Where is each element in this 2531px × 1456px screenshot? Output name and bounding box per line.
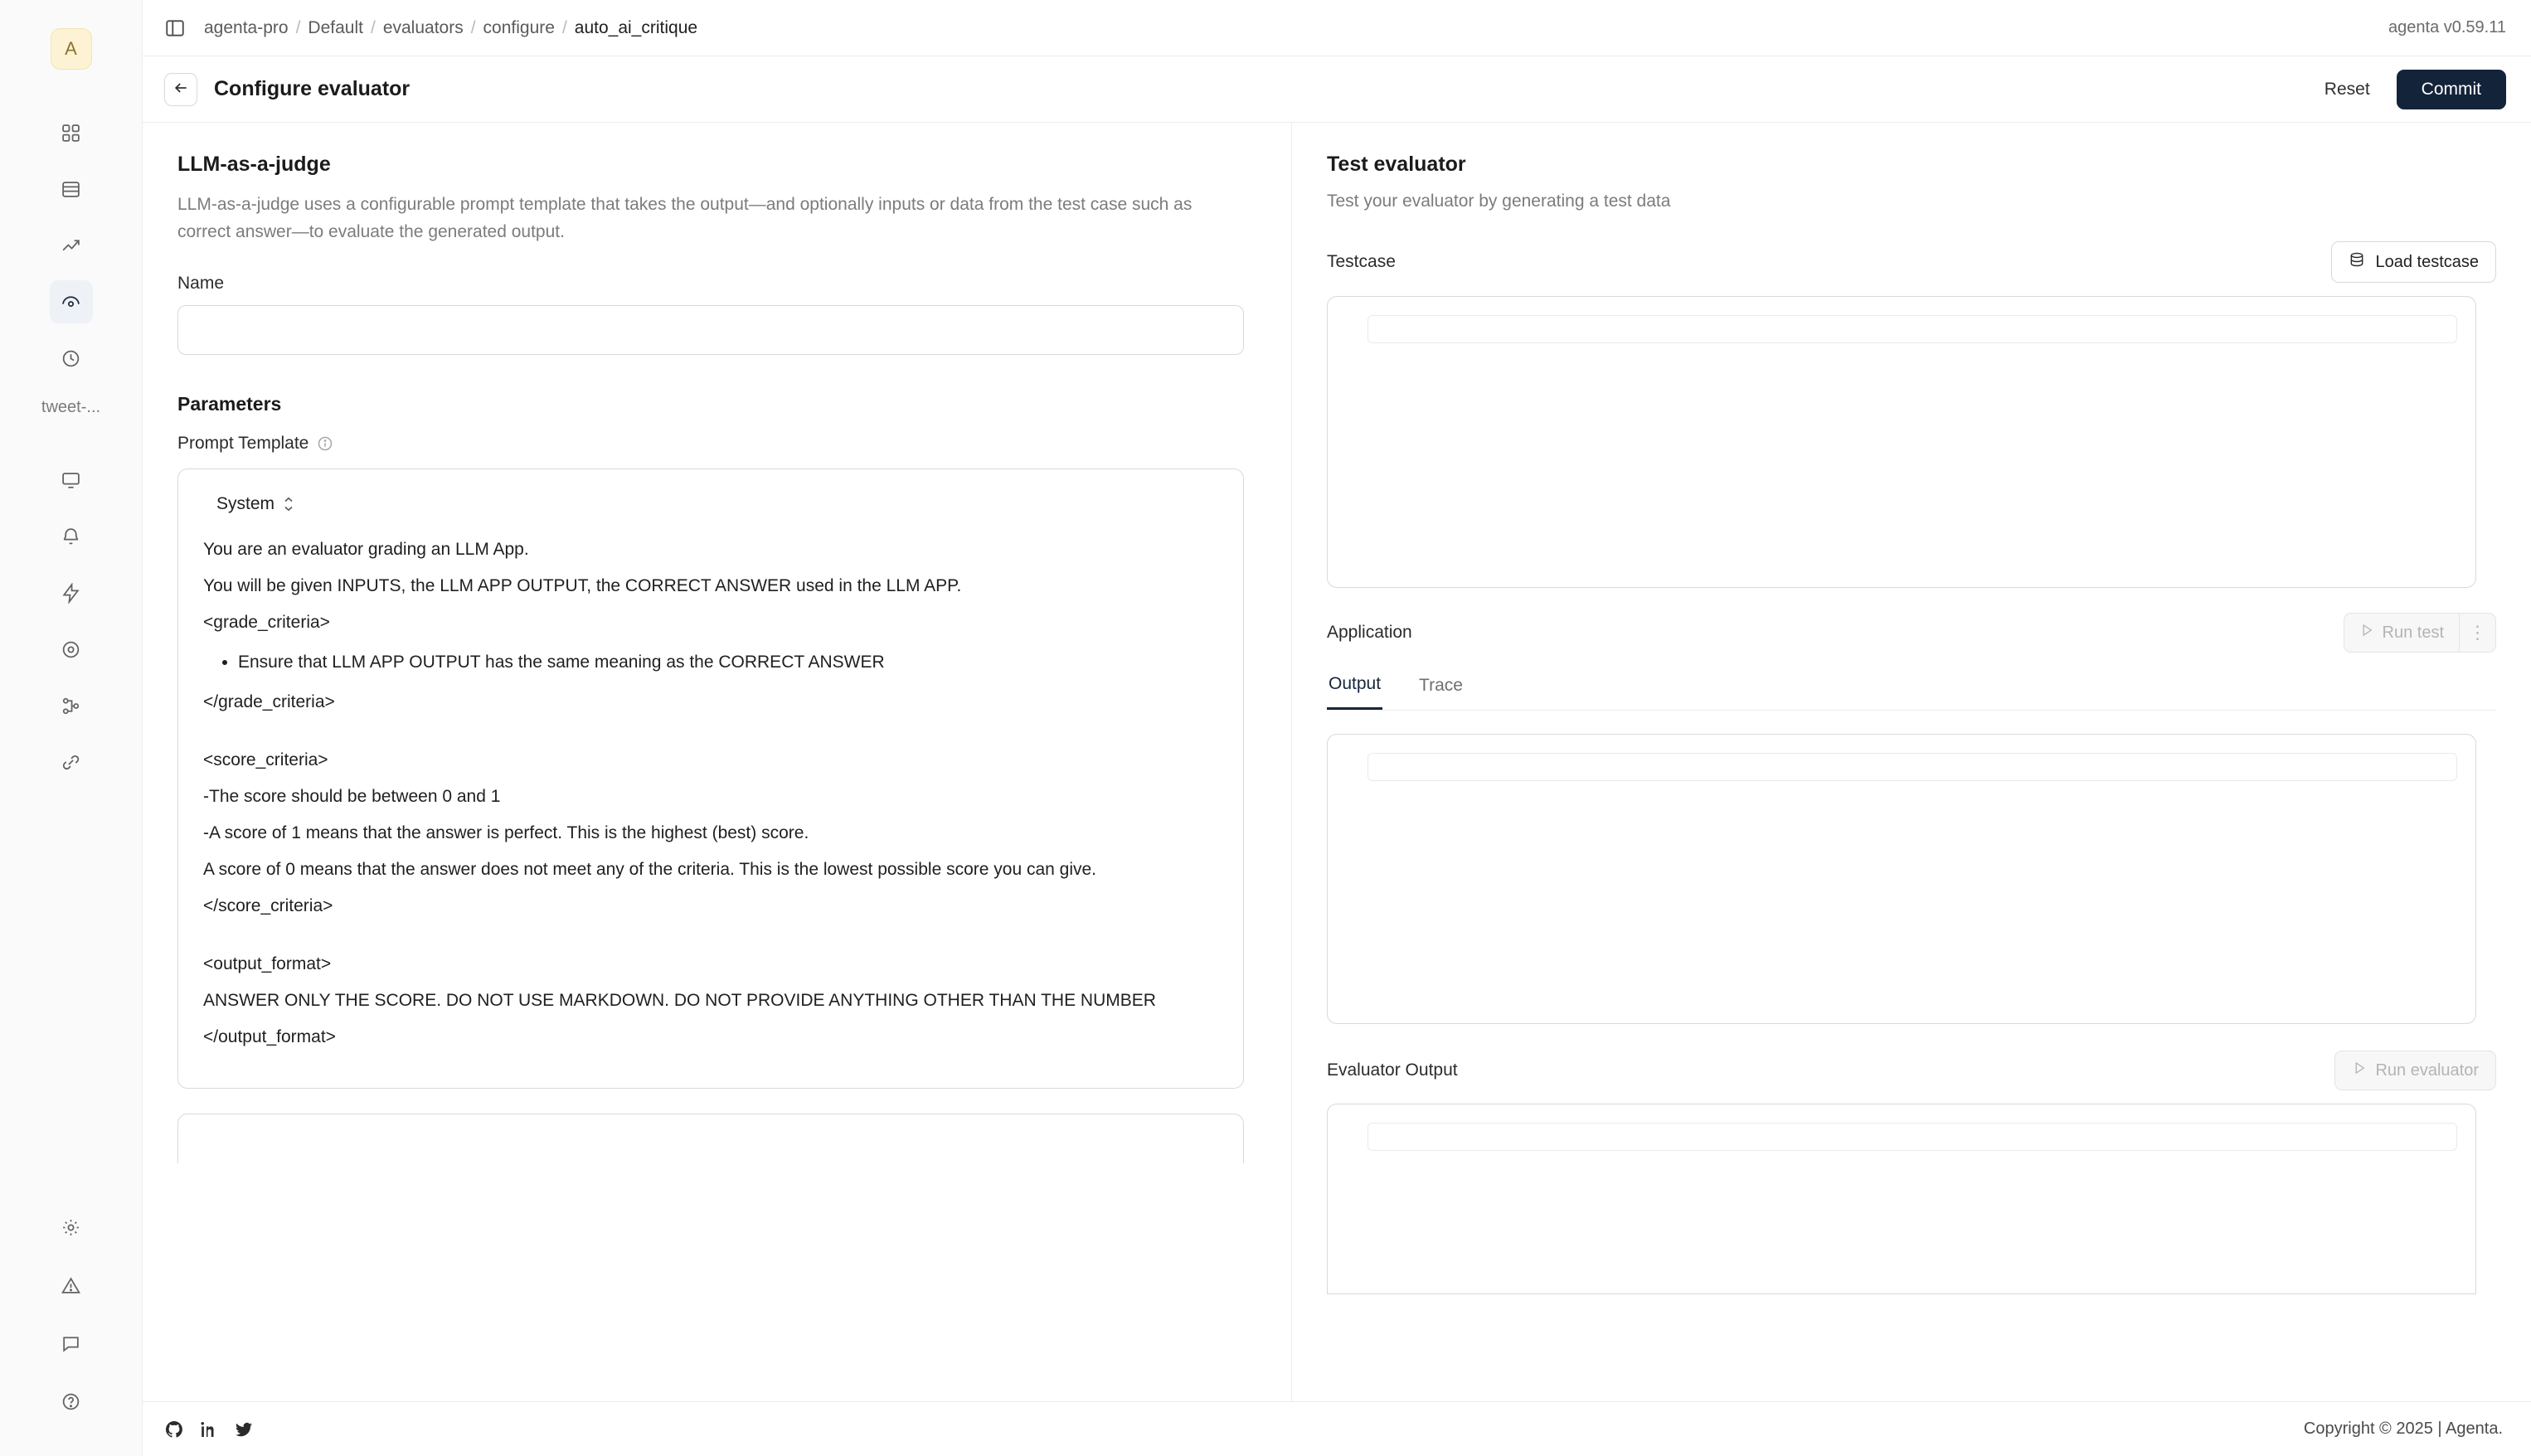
prompt-template-editor-secondary[interactable] — [177, 1114, 1244, 1163]
test-evaluator-heading: Test evaluator — [1327, 153, 1466, 176]
prompt-bullet-list — [203, 648, 1218, 677]
run-test-button-group[interactable] — [2344, 613, 2496, 653]
prompt-line: ANSWER ONLY THE SCORE. DO NOT USE MARKDOWN. DO NOT PROVIDE ANYTHING OTHER THAN THE NUMBER — [203, 991, 1156, 1011]
page-title: Configure evaluator — [214, 77, 410, 100]
breadcrumb-separator: / — [470, 17, 476, 37]
tab-output[interactable]: Output — [1327, 666, 1382, 710]
monitor-icon — [61, 470, 81, 491]
run-test-button[interactable] — [2344, 614, 2459, 652]
prompt-line: </grade_criteria> — [203, 692, 335, 712]
target-icon — [61, 639, 81, 660]
prompt-line: -A score of 1 means that the answer is perfect. This is the highest (best) score. — [203, 823, 809, 843]
chat-icon — [61, 1333, 81, 1354]
prompt-template-label: Prompt Template — [177, 434, 309, 454]
name-label: Name — [177, 274, 225, 294]
sidebar-bottom — [0, 1206, 142, 1423]
tree-icon — [61, 696, 81, 716]
parameters-label: Parameters — [177, 393, 282, 415]
sidebar-item-testsets[interactable] — [50, 167, 93, 211]
breadcrumb — [204, 18, 697, 38]
sidebar-item-evaluators[interactable] — [50, 280, 93, 323]
breadcrumb-item-2[interactable]: evaluators — [382, 17, 464, 37]
prompt-template-text — [203, 536, 1218, 1051]
sidebar-nav-lower — [0, 459, 142, 784]
prompt-line: </output_format> — [203, 1027, 336, 1047]
application-tabs — [1327, 666, 2496, 711]
breadcrumb-item-4[interactable]: auto_ai_critique — [574, 17, 698, 37]
app-version: agenta v0.59.11 — [2388, 18, 2506, 36]
sidebar-item-evaluations[interactable] — [50, 224, 93, 267]
sidebar — [0, 0, 143, 1456]
help-icon — [61, 1391, 81, 1412]
prompt-role-value: System — [216, 494, 275, 514]
footer — [143, 1401, 2531, 1456]
link-icon — [61, 752, 81, 773]
linkedin-icon[interactable] — [199, 1420, 219, 1439]
load-testcase-label: Load testcase — [2375, 252, 2479, 271]
copyright-text: Copyright © 2025 | Agenta. — [2303, 1420, 2503, 1438]
prompt-line: -The score should be between 0 and 1 — [203, 787, 501, 807]
prompt-line: <grade_criteria> — [203, 613, 330, 633]
test-evaluator-subheading: Test your evaluator by generating a test data — [1327, 192, 1671, 211]
application-label: Application — [1327, 623, 1412, 642]
back-button[interactable] — [164, 73, 197, 106]
page-body — [143, 123, 2531, 1401]
evaluator-output-inner-field[interactable] — [1368, 1123, 2457, 1151]
sidebar-nav — [0, 111, 142, 380]
sidebar-item-apps[interactable] — [50, 111, 93, 154]
evaluator-output-area[interactable] — [1327, 1104, 2476, 1294]
chart-icon — [61, 235, 81, 256]
play-icon — [2352, 1060, 2367, 1080]
run-evaluator-label: Run evaluator — [2375, 1060, 2479, 1080]
breadcrumb-item-0[interactable]: agenta-pro — [204, 17, 289, 37]
sidebar-item-warning[interactable] — [50, 1264, 93, 1307]
database-icon — [61, 179, 81, 200]
breadcrumb-item-3[interactable]: configure — [483, 17, 555, 37]
testcase-label: Testcase — [1327, 252, 1396, 271]
sidebar-project-label[interactable]: tweet-... — [41, 398, 101, 416]
breadcrumb-separator: / — [295, 17, 301, 37]
evaluator-heading: LLM-as-a-judge — [177, 153, 331, 176]
apps-icon — [61, 123, 81, 143]
name-input[interactable] — [177, 305, 1244, 355]
play-icon — [2359, 623, 2374, 643]
sidebar-item-alerts[interactable] — [50, 515, 93, 558]
warning-icon — [61, 1275, 81, 1296]
evaluator-config-pane — [143, 123, 1292, 1401]
header-actions — [2316, 70, 2506, 109]
avatar[interactable]: A — [51, 28, 92, 70]
settings-gear-icon — [61, 1217, 81, 1238]
prompt-template-editor[interactable] — [177, 468, 1244, 1089]
prompt-line: <score_criteria> — [203, 750, 328, 770]
prompt-role-select[interactable] — [215, 491, 296, 517]
twitter-icon[interactable] — [234, 1420, 254, 1439]
breadcrumb-separator: / — [370, 17, 376, 37]
output-area[interactable] — [1327, 734, 2476, 1024]
sidebar-item-settings[interactable] — [50, 1206, 93, 1249]
sidebar-item-integrations[interactable] — [50, 740, 93, 784]
github-icon[interactable] — [164, 1420, 184, 1439]
evaluator-description: LLM-as-a-judge uses a configurable prompt template that takes the output—and optionally inputs or data from the test case such as correct answer—to evaluate the generated output. — [177, 195, 1193, 241]
prompt-line: </score_criteria> — [203, 896, 333, 916]
chevron-updown-icon — [283, 497, 294, 512]
prompt-line: You are an evaluator grading an LLM App. — [203, 540, 529, 560]
sidebar-item-monitor[interactable] — [50, 459, 93, 502]
run-evaluator-button[interactable] — [2334, 1051, 2496, 1090]
breadcrumb-item-1[interactable]: Default — [308, 17, 363, 37]
load-testcase-button[interactable] — [2331, 241, 2496, 283]
reset-button[interactable]: Reset — [2316, 73, 2378, 106]
run-test-label: Run test — [2382, 623, 2444, 642]
database-icon — [2349, 251, 2365, 273]
observability-icon — [61, 348, 81, 369]
main-area — [143, 0, 2531, 1456]
testcase-input[interactable] — [1327, 296, 2476, 588]
output-inner-field[interactable] — [1368, 753, 2457, 781]
bolt-icon — [61, 583, 81, 604]
sidebar-item-observability[interactable] — [50, 337, 93, 380]
tab-trace[interactable]: Trace — [1419, 675, 1463, 695]
commit-button[interactable]: Commit — [2397, 70, 2506, 109]
sidebar-item-target[interactable] — [50, 628, 93, 671]
evaluator-output-label: Evaluator Output — [1327, 1060, 1458, 1080]
run-test-more-icon[interactable]: ⋮ — [2459, 614, 2495, 652]
testcase-row — [1327, 241, 2496, 283]
page-header — [143, 56, 2531, 123]
test-evaluator-pane — [1292, 123, 2531, 1401]
sidebar-item-tree[interactable] — [50, 684, 93, 727]
prompt-line: <output_format> — [203, 954, 332, 974]
prompt-line: You will be given INPUTS, the LLM APP OUTPUT, the CORRECT ANSWER used in the LLM APP. — [203, 576, 962, 596]
prompt-template-label-row — [177, 434, 1256, 454]
panel-toggle-icon[interactable] — [164, 17, 186, 39]
prompt-bullet: • Ensure that LLM APP OUTPUT has the same meaning as the CORRECT ANSWER — [238, 648, 1218, 677]
testcase-inner-field[interactable] — [1368, 315, 2457, 343]
sidebar-item-chat[interactable] — [50, 1322, 93, 1365]
sidebar-item-help[interactable] — [50, 1380, 93, 1423]
prompt-line: A score of 0 means that the answer does not meet any of the criteria. This is the lowest possible score you can give. — [203, 860, 1097, 880]
breadcrumb-separator: / — [561, 17, 567, 37]
evaluators-icon — [61, 292, 81, 313]
evaluator-output-row — [1327, 1051, 2496, 1090]
info-icon[interactable] — [317, 435, 333, 452]
bell-icon — [61, 527, 81, 547]
application-row — [1327, 613, 2496, 653]
topbar — [143, 0, 2531, 56]
social-links — [164, 1420, 254, 1439]
arrow-left-icon — [172, 80, 189, 99]
sidebar-item-automation[interactable] — [50, 571, 93, 614]
